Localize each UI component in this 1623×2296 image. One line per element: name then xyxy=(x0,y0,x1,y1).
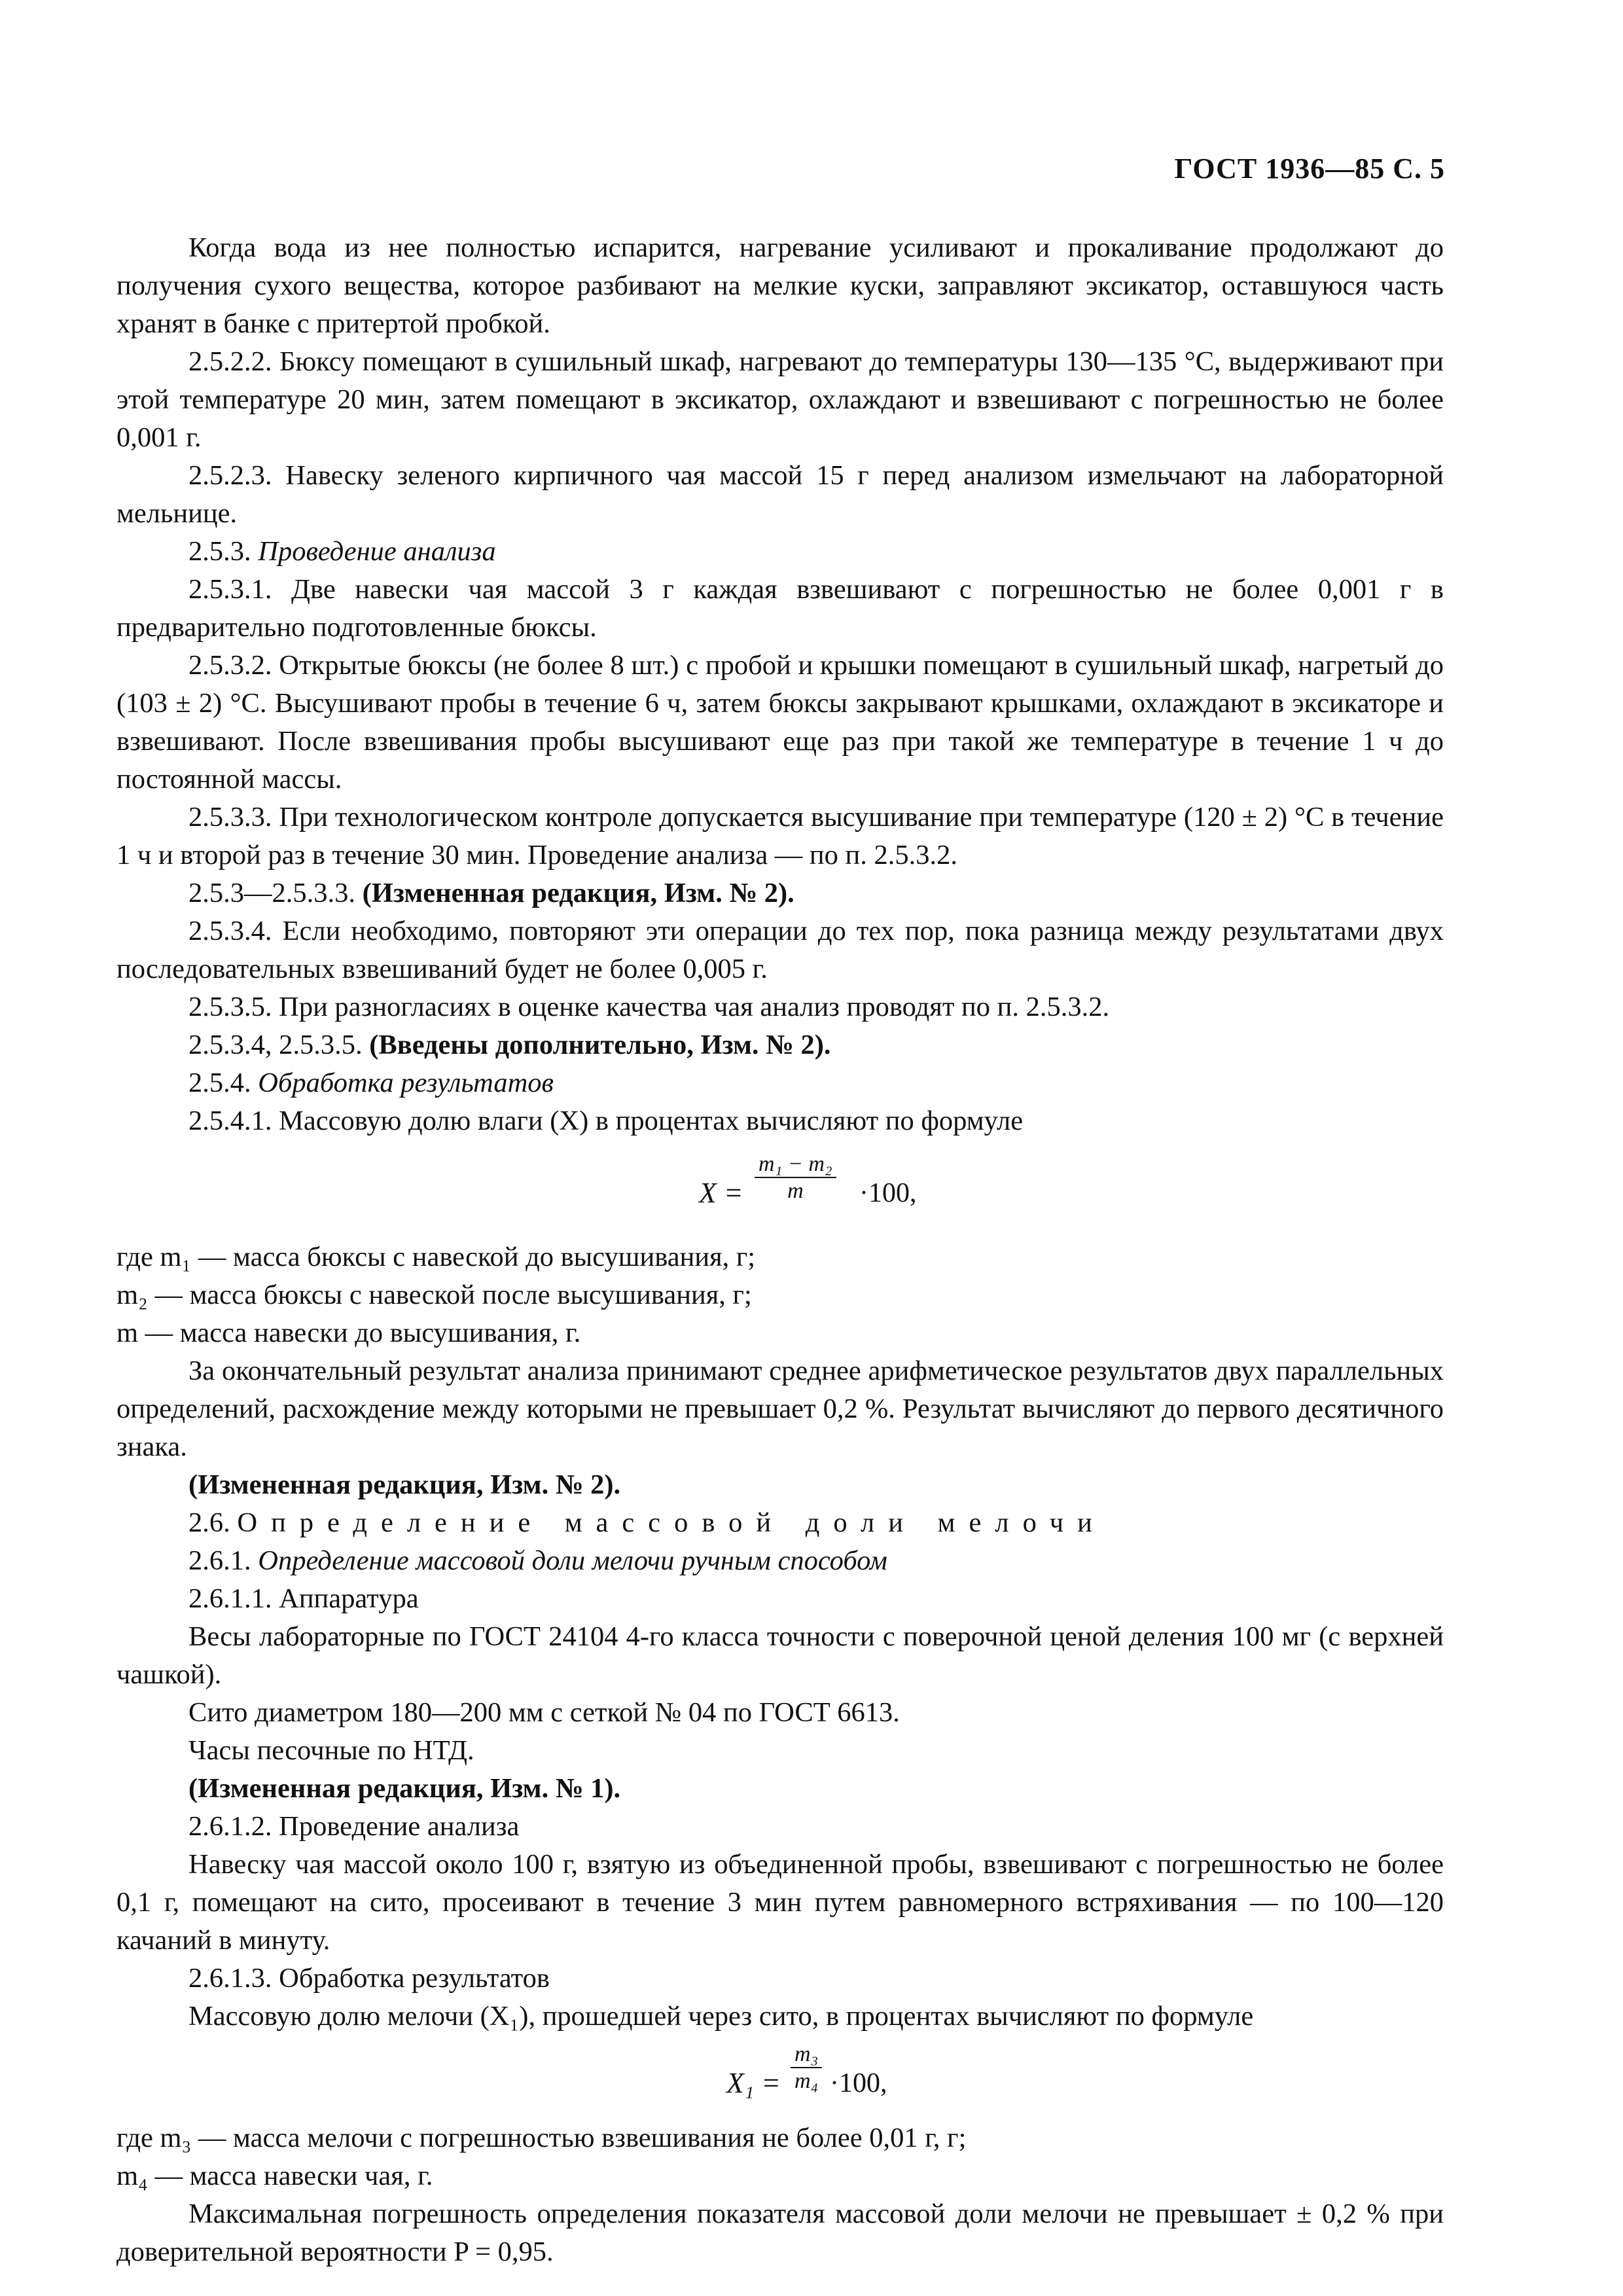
formula-fraction xyxy=(791,2042,822,2094)
formula-numerator: m₁ − m₂ xyxy=(758,1152,832,1176)
formula-lhs: X₁ = xyxy=(726,2067,781,2099)
amendment-note xyxy=(116,1026,1444,1064)
paragraph: 2.5.3.5. При разногласиях в оценке качества чая анализ проводят по п. 2.5.3.2. xyxy=(188,992,1110,1022)
amendment-text: (Измененная редакция, Изм. № 2). xyxy=(362,878,794,908)
amendment-note: (Измененная редакция, Изм. № 1). xyxy=(188,1773,621,1804)
section-heading xyxy=(116,1064,1444,1102)
paragraph: Весы лабораторные по ГОСТ 24104 4-го класса точности с поверочной ценой деления 100 мг (с верхней чашкой). xyxy=(116,1621,1444,1690)
section-title: Определение массовой доли мелочи ручным способом xyxy=(258,1545,887,1576)
amendment-note: (Измененная редакция, Изм. № 2). xyxy=(188,1469,621,1500)
paragraph: Сито диаметром 180—200 мм с сеткой № 04 по ГОСТ 6613. xyxy=(188,1697,900,1728)
formula-lhs: X = xyxy=(699,1177,743,1209)
fines-formula xyxy=(116,2036,1444,2119)
formula-denominator: m₄ xyxy=(791,2067,822,2094)
formula-fraction xyxy=(755,1152,836,1204)
paragraph: 2.5.3.2. Открытые бюксы (не более 8 шт.) с пробой и крышки помещают в сушильный шкаф, нагретый до (103 ± 2) °С. Высушивают пробы в течение 6 ч, затем бюксы закрывают крышками, охлаждают в эксикаторе и взвешивают. После взвешивания пробы высушивают еще раз при такой же температуре в течение 1 ч до постоянной массы. xyxy=(116,650,1444,795)
formula-numerator: m₃ xyxy=(794,2042,819,2066)
paragraph: 2.5.4.1. Массовую долю влаги (X) в процентах вычисляют по формуле xyxy=(188,1105,1024,1136)
formula-denominator: m xyxy=(755,1177,836,1204)
paragraph: Когда вода из нее полностью испарится, нагревание усиливают и прокаливание продолжают до получения сухого вещества, которое разбивают на мелкие куски, заправляют эксикатор, оставшуюся часть хранят в банке с притертой пробкой. xyxy=(116,232,1444,339)
formula-multiplier: ·100, xyxy=(830,2068,887,2098)
section-title: Проведение анализа xyxy=(258,536,496,567)
paragraph: 2.5.3.1. Две навески чая массой 3 г каждая взвешивают с погрешностью не более 0,001 г в предварительно подготовленные бюксы. xyxy=(116,574,1444,643)
formula-legend-line: где m₁ — масса бюксы с навеской до высушивания, г; xyxy=(116,1242,756,1272)
section-number: 2.6. xyxy=(188,1507,230,1538)
section-title: Обработка результатов xyxy=(258,1067,554,1098)
amendment-text: (Введены дополнительно, Изм. № 2). xyxy=(369,1030,831,1060)
paragraph: 2.6.1.2. Проведение анализа xyxy=(188,1811,520,1842)
paragraph: За окончательный результат анализа принимают среднее арифметическое результатов двух параллельных определений, расхождение между которыми не превышает 0,2 %. Результат вычисляют до первого десятичного знака. xyxy=(116,1355,1444,1462)
formula-legend-line: m₂ — масса бюксы с навеской после высушивания, г; xyxy=(116,1280,752,1310)
section-title: Определение массовой доли мелочи xyxy=(237,1507,1106,1538)
paragraph: Массовую долю мелочи (X₁), прошедшей через сито, в процентах вычисляют по формуле xyxy=(188,2001,1254,2032)
paragraph: 2.5.2.3. Навеску зеленого кирпичного чая массой 15 г перед анализом измельчают на лабораторной мельнице. xyxy=(116,460,1444,529)
formula-legend-line: m — масса навески до высушивания, г. xyxy=(116,1318,581,1348)
section-number: 2.5.3. xyxy=(188,536,251,567)
section-number: 2.6.1. xyxy=(188,1545,251,1576)
section-heading xyxy=(116,1504,1444,1542)
paragraph: 2.5.3.3. При технологическом контроле допускается высушивание при температуре (120 ± 2) °С в течение 1 ч и второй раз в течение 30 мин. Проведение анализа — по п. 2.5.3.2. xyxy=(116,802,1444,870)
section-number: 2.5.4. xyxy=(188,1067,251,1098)
formula-legend-line: m₄ — масса навески чая, г. xyxy=(116,2161,433,2191)
paragraph: Часы песочные по НТД. xyxy=(188,1735,474,1766)
formula-multiplier: ·100, xyxy=(859,1178,917,1208)
paragraph: 2.6.1.3. Обработка результатов xyxy=(188,1963,550,1994)
paragraph: 2.5.2.2. Бюксу помещают в сушильный шкаф, нагревают до температуры 130—135 °С, выдерживают при этой температуре 20 мин, затем помещают в эксикатор, охлаждают и взвешивают с погрешностью не более 0,001 г. xyxy=(116,346,1444,453)
paragraph: 2.6.1.1. Аппаратура xyxy=(188,1583,419,1614)
clause-range: 2.5.3—2.5.3.3. xyxy=(188,878,355,908)
moisture-formula xyxy=(116,1140,1444,1238)
document-body xyxy=(116,229,1444,2271)
section-heading xyxy=(116,1542,1444,1580)
clause-range: 2.5.3.4, 2.5.3.5. xyxy=(188,1030,363,1060)
paragraph: 2.5.3.4. Если необходимо, повторяют эти операции до тех пор, пока разница между результатами двух последовательных взвешиваний будет не более 0,005 г. xyxy=(116,916,1444,984)
page-header: ГОСТ 1936—85 С. 5 xyxy=(1174,152,1445,185)
paragraph: Максимальная погрешность определения показателя массовой доли мелочи не превышает ± 0,2 % при доверительной вероятности P = 0,95. xyxy=(116,2198,1444,2267)
formula-legend-line: где m₃ — масса мелочи с погрешностью взвешивания не более 0,01 г, г; xyxy=(116,2123,967,2153)
section-heading xyxy=(116,533,1444,571)
amendment-note xyxy=(116,874,1444,912)
paragraph: Навеску чая массой около 100 г, взятую из объединенной пробы, взвешивают с погрешностью не более 0,1 г, помещают на сито, просеивают в течение 3 мин путем равномерного встряхивания — по 100—120 качаний в минуту. xyxy=(116,1849,1444,1956)
